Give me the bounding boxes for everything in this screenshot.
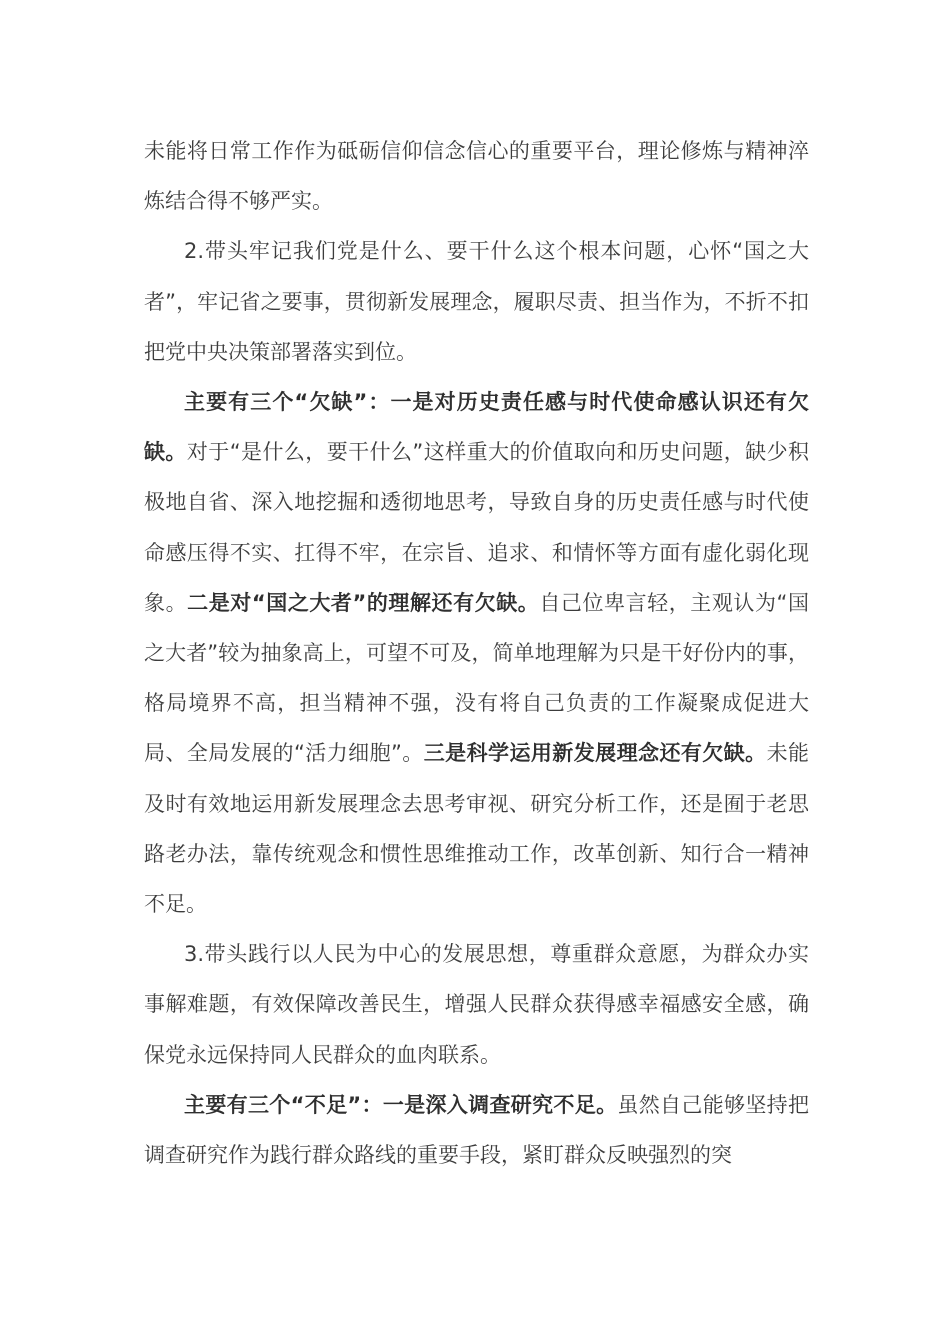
paragraph-1-text: 未能将日常工作作为砥砺信仰信念信心的重要平台，理论修炼与精神淬炼结合得不够严实。: [144, 139, 809, 214]
paragraph-3-bold-2: 二是对“国之大者”的理解还有欠缺。: [187, 590, 540, 615]
paragraph-2: [144, 226, 809, 377]
paragraph-5-bold-1: 主要有三个“不足”：一是深入调查研究不足。: [184, 1092, 618, 1117]
paragraph-4-text: 3.带头践行以人民为中心的发展思想，尊重群众意愿，为群众办实事解难题，有效保障改善民生，增强人民群众获得感幸福感安全感，确保党永远保持同人民群众的血肉联系。: [144, 942, 809, 1067]
paragraph-3-bold-3: 三是科学运用新发展理念还有欠缺。: [423, 741, 767, 766]
paragraph-5-text-1: 虽然自己能够坚持把调查研究作为践行群众路线的重要手段，紧盯群众反映强烈的突: [144, 1092, 809, 1168]
paragraph-1: [144, 126, 809, 226]
paragraph-4: [144, 929, 809, 1080]
paragraph-3-text-1: 对于“是什么，要干什么”这样重大的价值取向和历史问题，缺少积极地自省、深入地挖掘和透彻地思考，导致自身的历史责任感与时代使命感压得不实、扛得不牢，在宗旨、追求、和情怀等方面有虚化弱化现象。: [144, 440, 809, 615]
paragraph-5: [144, 1080, 809, 1180]
document-page: [144, 126, 809, 1180]
paragraph-3: [144, 377, 809, 929]
paragraph-3-text-2: 自己位卑言轻，主观认为“国之大者”较为抽象高上，可望不可及，简单地理解为只是干好份内的事，格局境界不高，担当精神不强，没有将自己负责的工作凝聚成促进大局、全局发展的“活力细胞”。: [144, 590, 809, 766]
paragraph-2-text: 2.带头牢记我们党是什么、要干什么这个根本问题，心怀“国之大者”，牢记省之要事，贯彻新发展理念，履职尽责、担当作为，不折不扣把党中央决策部署落实到位。: [144, 239, 809, 364]
paragraph-3-text-3: 未能及时有效地运用新发展理念去思考审视、研究分析工作，还是囿于老思路老办法，靠传统观念和惯性思维推动工作，改革创新、知行合一精神不足。: [144, 741, 810, 917]
paragraph-3-bold-1: 主要有三个“欠缺”：一是对历史责任感与时代使命感认识还有欠缺。: [144, 390, 809, 465]
